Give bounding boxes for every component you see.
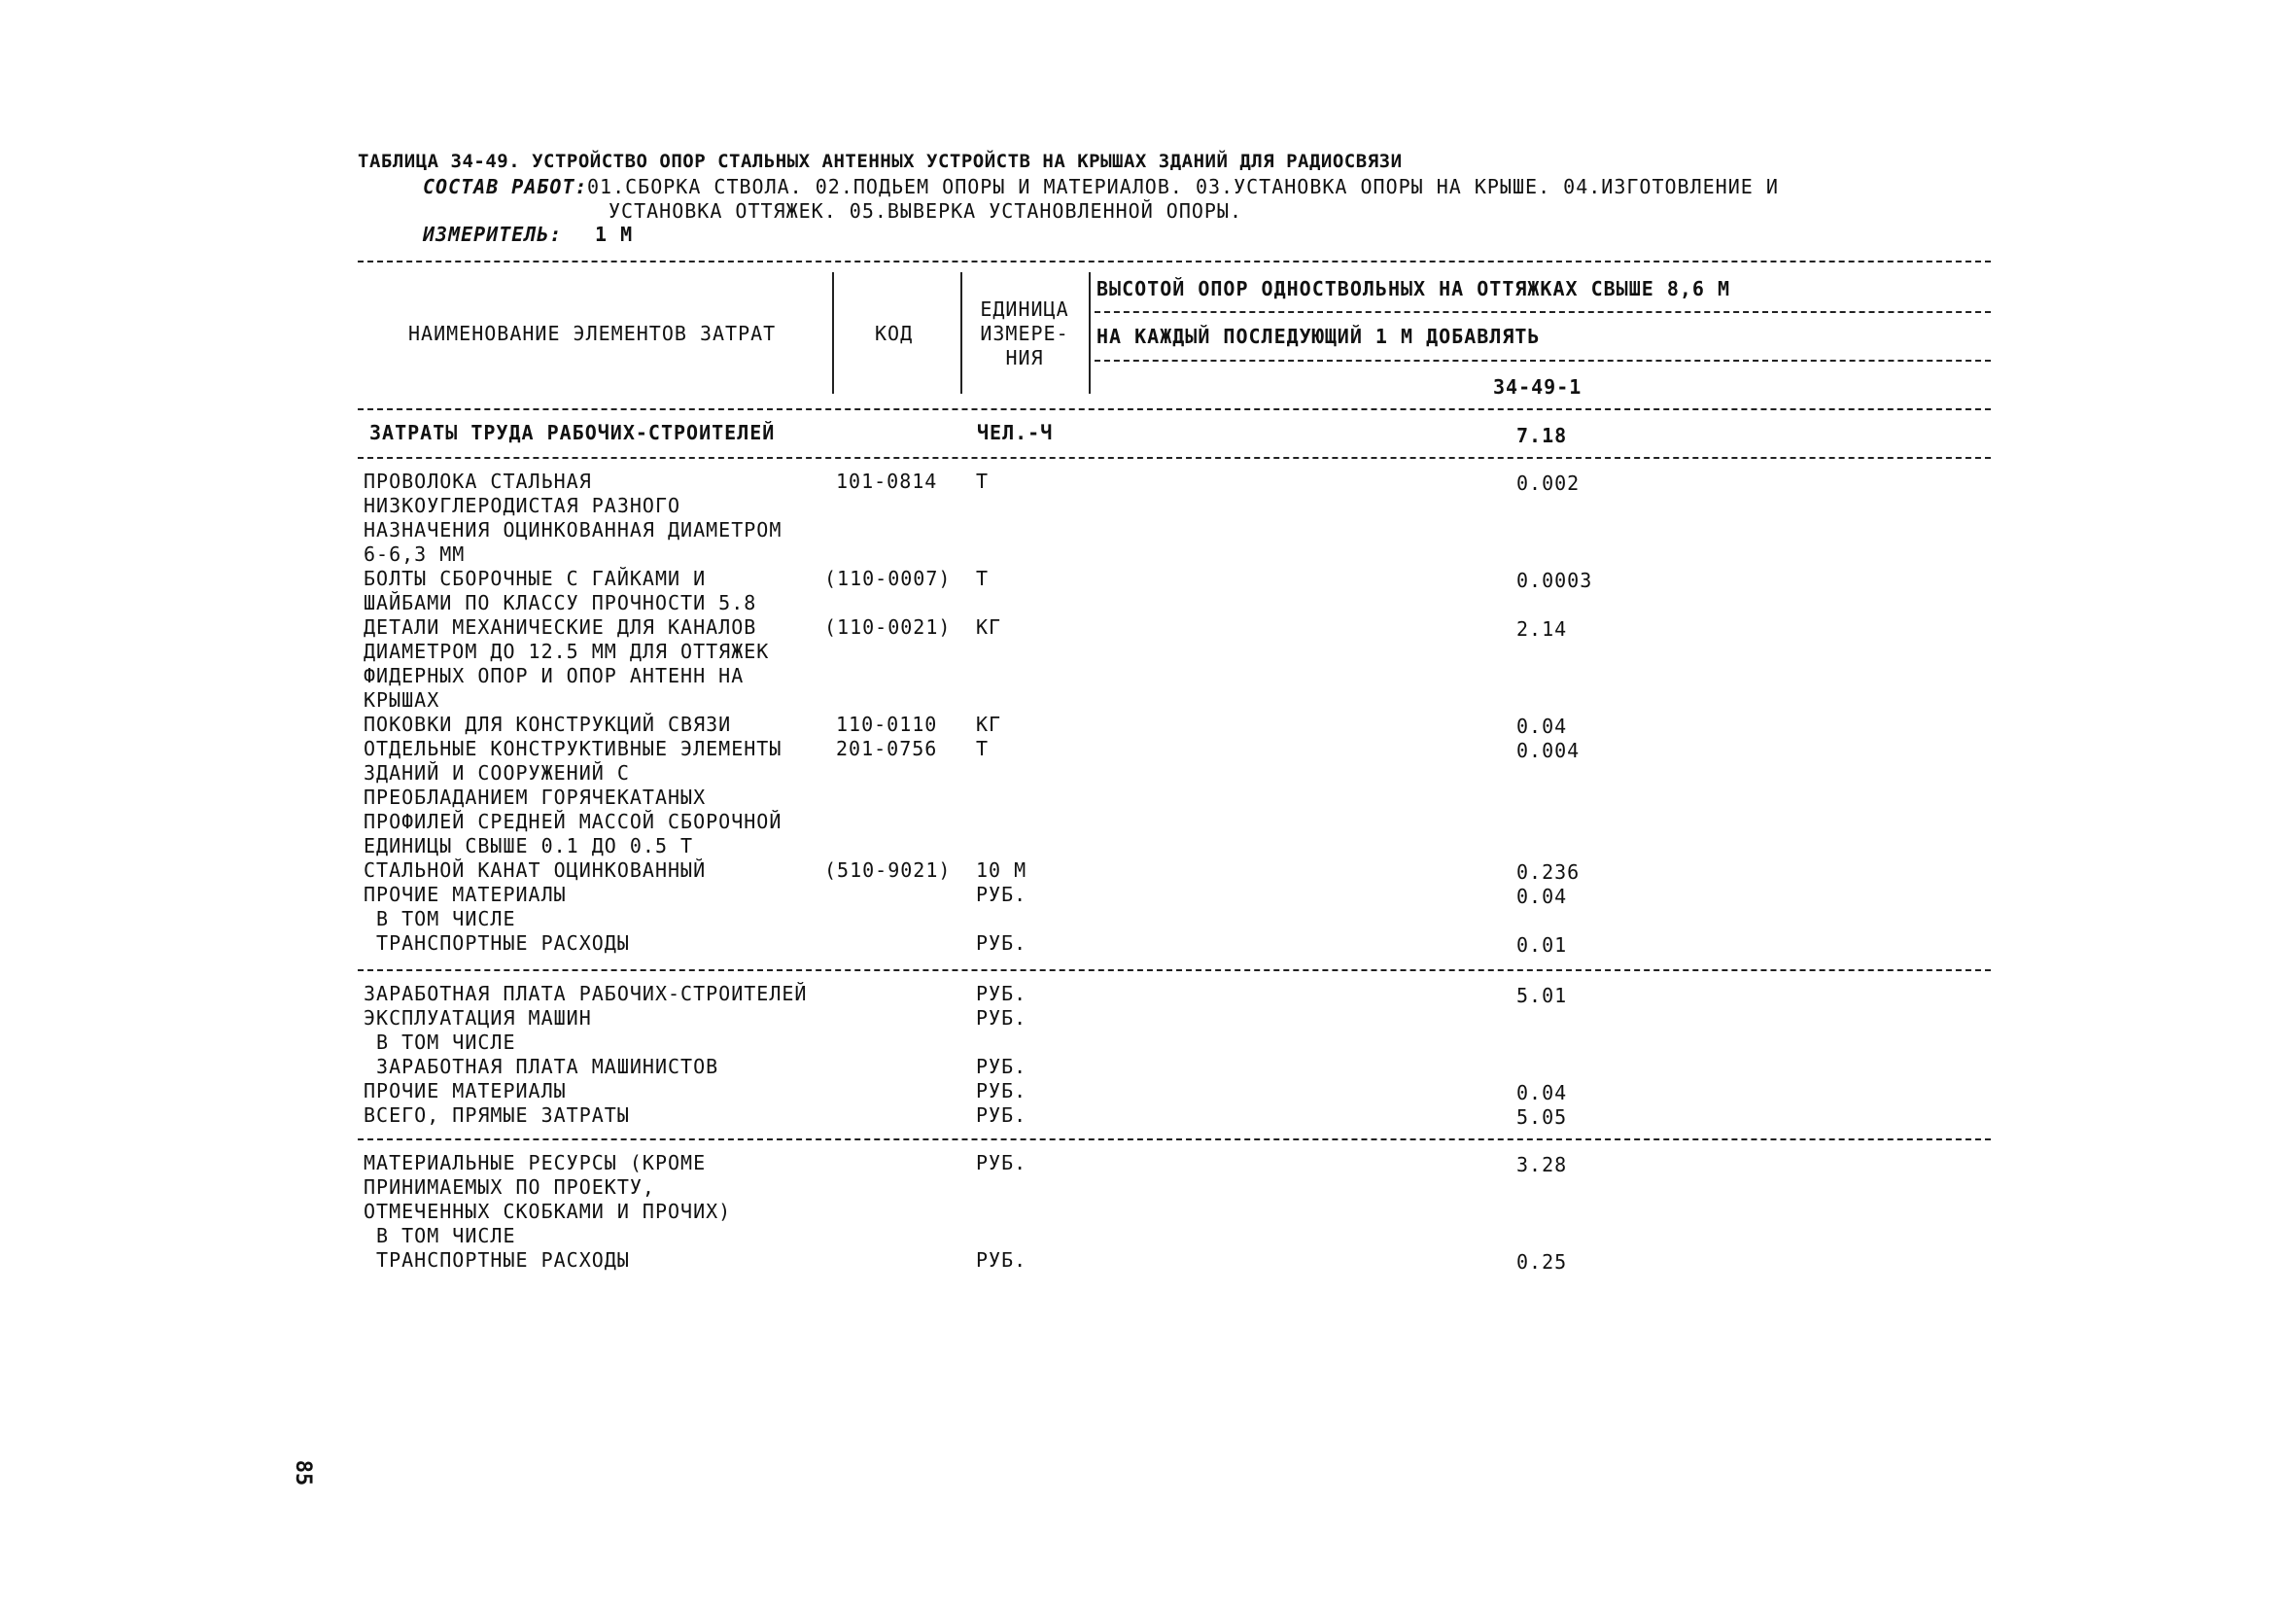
header-mid-rule-2: [1095, 360, 1991, 362]
header-unit-line-2: ИЗМЕРЕ-: [980, 322, 1069, 345]
cost-unit: РУБ.: [976, 1103, 1027, 1127]
cost-value: 5.05: [1516, 1105, 1568, 1129]
material-unit: Т: [976, 567, 990, 590]
material-code: 110-0110: [836, 713, 938, 736]
header-divider-2: [960, 272, 962, 394]
meter-value: 1 М: [595, 223, 634, 246]
resource-name-line: МАТЕРИАЛЬНЫЕ РЕСУРСЫ (КРОМЕ: [364, 1151, 707, 1174]
cost-name: ЗАРАБОТНАЯ ПЛАТА РАБОЧИХ-СТРОИТЕЛЕЙ: [364, 982, 808, 1005]
meter-label: ИЗМЕРИТЕЛЬ:: [423, 223, 563, 246]
costs-rule: [358, 1138, 1991, 1140]
material-name-line: ПОКОВКИ ДЛЯ КОНСТРУКЦИЙ СВЯЗИ: [364, 713, 732, 736]
resource-name-line: ТРАНСПОРТНЫЕ РАСХОДЫ: [364, 1248, 630, 1272]
material-value: 0.004: [1516, 739, 1581, 762]
header-top-rule: [358, 261, 1991, 262]
header-divider-1: [832, 272, 834, 394]
header-name-col: НАИМЕНОВАНИЕ ЭЛЕМЕНТОВ ЗАТРАТ: [408, 322, 777, 345]
cost-name: ПРОЧИЕ МАТЕРИАЛЫ: [364, 1079, 567, 1102]
cost-value: 0.04: [1516, 1081, 1568, 1104]
resource-name-line: В ТОМ ЧИСЛЕ: [364, 1224, 516, 1247]
cost-name: В ТОМ ЧИСЛЕ: [364, 1031, 516, 1054]
cost-unit: РУБ.: [976, 1055, 1027, 1078]
material-unit: Т: [976, 737, 990, 760]
resource-name-line: ПРИНИМАЕМЫХ ПО ПРОЕКТУ,: [364, 1175, 655, 1199]
cost-name: ВСЕГО, ПРЯМЫЕ ЗАТРАТЫ: [364, 1103, 630, 1127]
material-name-line: ТРАНСПОРТНЫЕ РАСХОДЫ: [364, 931, 630, 955]
material-name-line: ЗДАНИЙ И СООРУЖЕНИЙ С: [364, 761, 630, 785]
material-value: 0.236: [1516, 860, 1581, 884]
header-unit-line-1: ЕДИНИЦА: [980, 297, 1069, 321]
material-unit: КГ: [976, 713, 1002, 736]
material-name-line: ШАЙБАМИ ПО КЛАССУ ПРОЧНОСТИ 5.8: [364, 591, 757, 614]
resource-unit: РУБ.: [976, 1151, 1027, 1174]
material-value: 2.14: [1516, 617, 1568, 641]
material-name-line: ПРЕОБЛАДАНИЕМ ГОРЯЧЕКАТАНЫХ: [364, 786, 707, 809]
composition-label: СОСТАВ РАБОТ:: [423, 175, 588, 198]
material-code: (510-9021): [824, 858, 952, 882]
material-name-line: ДЕТАЛИ МЕХАНИЧЕСКИЕ ДЛЯ КАНАЛОВ: [364, 615, 757, 639]
resource-name-line: ОТМЕЧЕННЫХ СКОБКАМИ И ПРОЧИХ): [364, 1200, 732, 1223]
material-name-line: ФИДЕРНЫХ ОПОР И ОПОР АНТЕНН НА: [364, 664, 745, 687]
labor-value: 7.18: [1516, 424, 1568, 447]
material-name-line: ЕДИНИЦЫ СВЫШЕ 0.1 ДО 0.5 Т: [364, 834, 694, 857]
labor-unit: ЧЕЛ.-Ч: [977, 421, 1054, 444]
header-add-caption: НА КАЖДЫЙ ПОСЛЕДУЮЩИЙ 1 М ДОБАВЛЯТЬ: [1096, 325, 1541, 348]
cost-name: ЗАРАБОТНАЯ ПЛАТА МАШИНИСТОВ: [364, 1055, 719, 1078]
material-name-line: ДИАМЕТРОМ ДО 12.5 ММ ДЛЯ ОТТЯЖЕК: [364, 640, 770, 663]
material-name-line: ПРОЧИЕ МАТЕРИАЛЫ: [364, 883, 567, 906]
materials-rule: [358, 969, 1991, 971]
material-name-line: БОЛТЫ СБОРОЧНЫЕ С ГАЙКАМИ И: [364, 567, 707, 590]
material-name-line: 6-6,3 ММ: [364, 542, 466, 566]
material-unit: РУБ.: [976, 883, 1027, 906]
material-code: 201-0756: [836, 737, 938, 760]
header-code-value: 34-49-1: [1493, 375, 1583, 399]
material-name-line: НАЗНАЧЕНИЯ ОЦИНКОВАННАЯ ДИАМЕТРОМ: [364, 518, 783, 542]
header-code-col: КОД: [875, 322, 914, 345]
material-value: 0.04: [1516, 885, 1568, 908]
material-unit: РУБ.: [976, 931, 1027, 955]
cost-unit: РУБ.: [976, 1006, 1027, 1030]
labor-rule: [358, 457, 1991, 459]
material-value: 0.002: [1516, 472, 1581, 495]
material-code: (110-0021): [824, 615, 952, 639]
header-divider-3: [1089, 272, 1091, 394]
table-title: ТАБЛИЦА 34-49. УСТРОЙСТВО ОПОР СТАЛЬНЫХ АНТЕННЫХ УСТРОЙСТВ НА КРЫШАХ ЗДАНИЙ ДЛЯ РАДИОСВЯЗИ: [358, 151, 1403, 172]
resource-value: 0.25: [1516, 1250, 1568, 1274]
composition-line-1: 01.СБОРКА СТВОЛА. 02.ПОДЬЕМ ОПОРЫ И МАТЕРИАЛОВ. 03.УСТАНОВКА ОПОРЫ НА КРЫШЕ. 04.ИЗГОТОВЛЕНИЕ И: [587, 175, 1779, 198]
material-unit: Т: [976, 470, 990, 493]
header-height-caption: ВЫСОТОЙ ОПОР ОДНОСТВОЛЬНЫХ НА ОТТЯЖКАХ СВЫШЕ 8,6 М: [1096, 277, 1731, 300]
material-value: 0.0003: [1516, 569, 1593, 592]
material-value: 0.01: [1516, 933, 1568, 957]
material-name-line: КРЫШАХ: [364, 688, 440, 712]
header-unit-line-3: НИЯ: [1005, 346, 1044, 369]
resource-unit: РУБ.: [976, 1248, 1027, 1272]
header-mid-rule-1: [1095, 311, 1991, 313]
cost-unit: РУБ.: [976, 1079, 1027, 1102]
material-unit: 10 М: [976, 858, 1027, 882]
material-code: 101-0814: [836, 470, 938, 493]
page-number: 85: [291, 1459, 315, 1486]
composition-line-2: УСТАНОВКА ОТТЯЖЕК. 05.ВЫВЕРКА УСТАНОВЛЕННОЙ ОПОРЫ.: [609, 199, 1243, 223]
cost-unit: РУБ.: [976, 982, 1027, 1005]
material-name-line: ПРОВОЛОКА СТАЛЬНАЯ: [364, 470, 592, 493]
labor-name: ЗАТРАТЫ ТРУДА РАБОЧИХ-СТРОИТЕЛЕЙ: [369, 421, 776, 444]
header-bottom-rule: [358, 408, 1991, 410]
material-name-line: НИЗКОУГЛЕРОДИСТАЯ РАЗНОГО: [364, 494, 681, 517]
cost-value: 5.01: [1516, 984, 1568, 1007]
material-code: (110-0007): [824, 567, 952, 590]
cost-name: ЭКСПЛУАТАЦИЯ МАШИН: [364, 1006, 592, 1030]
material-name-line: ОТДЕЛЬНЫЕ КОНСТРУКТИВНЫЕ ЭЛЕМЕНТЫ: [364, 737, 783, 760]
material-name-line: В ТОМ ЧИСЛЕ: [364, 907, 516, 930]
resource-value: 3.28: [1516, 1153, 1568, 1176]
material-name-line: СТАЛЬНОЙ КАНАТ ОЦИНКОВАННЫЙ: [364, 858, 707, 882]
material-unit: КГ: [976, 615, 1002, 639]
material-name-line: ПРОФИЛЕЙ СРЕДНЕЙ МАССОЙ СБОРОЧНОЙ: [364, 810, 783, 833]
material-value: 0.04: [1516, 715, 1568, 738]
